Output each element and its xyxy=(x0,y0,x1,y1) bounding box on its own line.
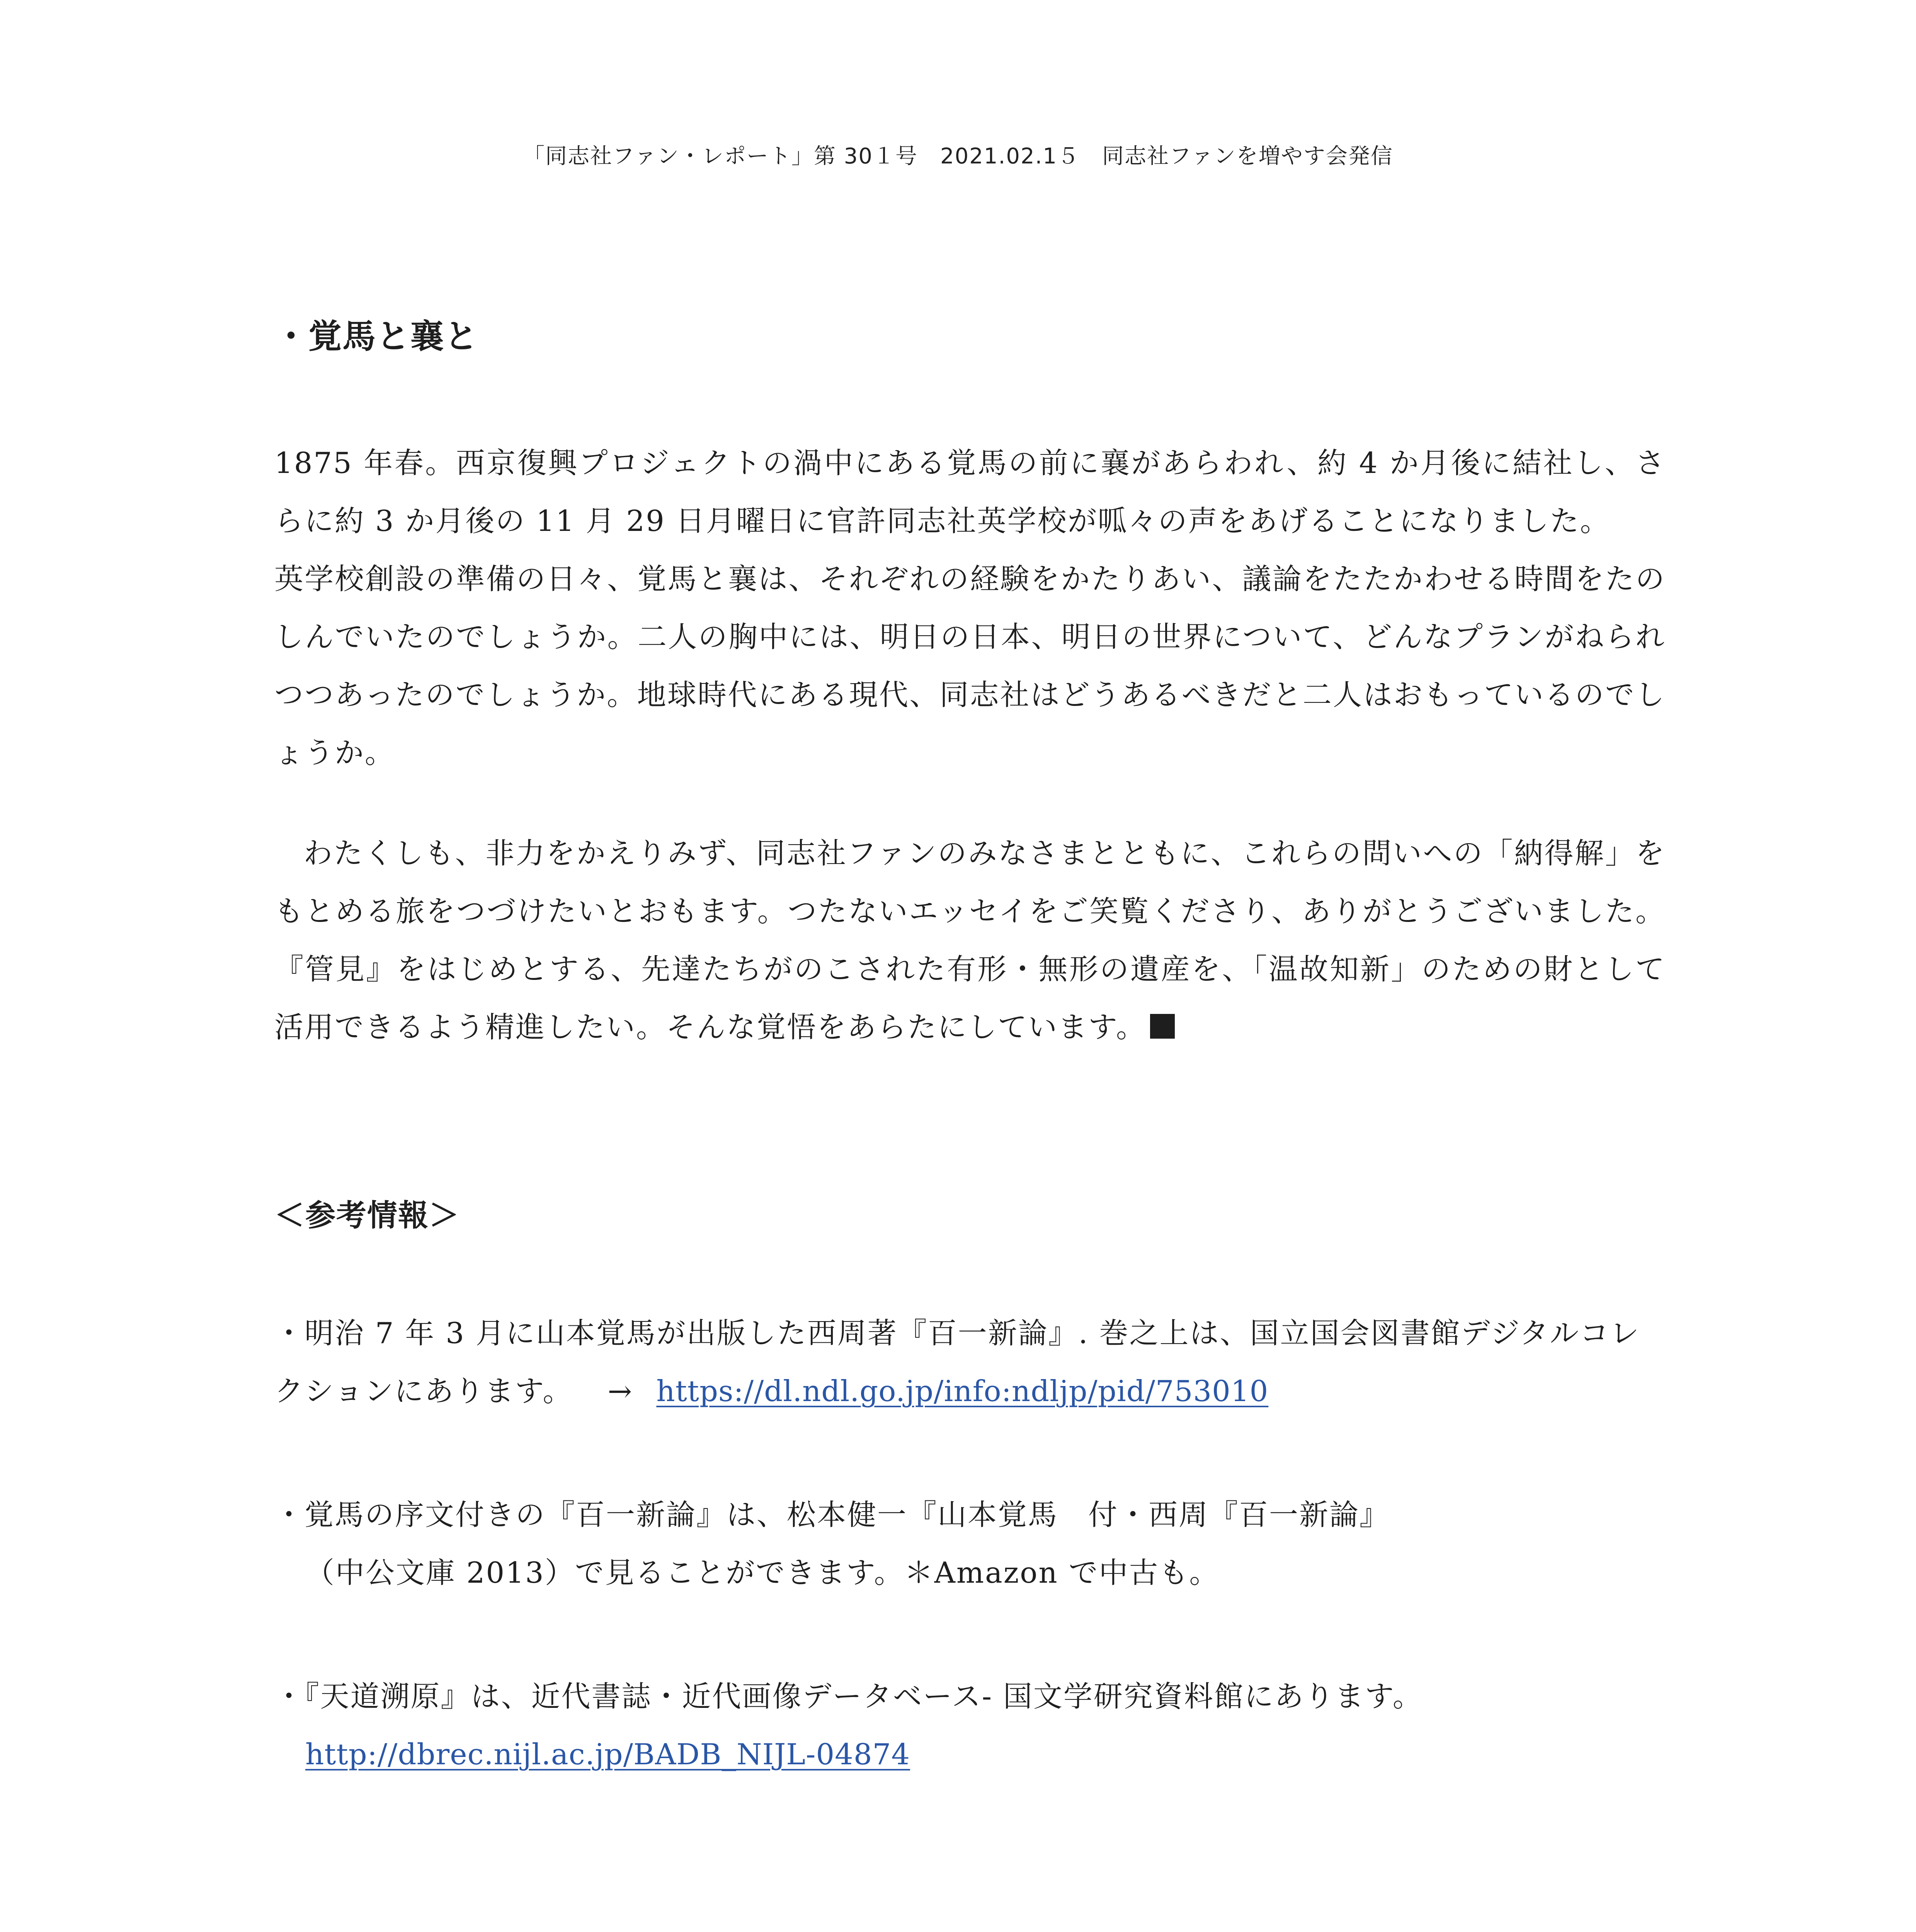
references-heading: ＜参考情報＞ xyxy=(274,1198,460,1233)
square-end-mark-icon xyxy=(1150,1014,1175,1039)
reference-item-2 xyxy=(274,1486,1666,1602)
page-header: 「同志社ファン・レポート」第 30１号 2021.02.1５ 同志社ファンを増やす会発信 xyxy=(523,144,1393,169)
body-paragraph-3 xyxy=(274,824,1666,1056)
paragraph-spacer xyxy=(274,782,1666,824)
right-arrow-icon: → xyxy=(607,1374,633,1408)
ndl-digital-collection-link[interactable]: https://dl.ndl.go.jp/info:ndljp/pid/753010 xyxy=(656,1374,1269,1408)
main-content xyxy=(274,317,1666,1849)
reference-item-3-link-wrapper xyxy=(274,1725,1666,1783)
body-paragraph-2: 英学校創設の準備の日々、覚馬と襄は、それぞれの経験をかたりあい、議論をたたかわせる時間をたのしんでいたのでしょうか。二人の胸中には、明日の日本、明日の世界について、どんなプランがねられつつあったのでしょうか。地球時代にある現代、同志社はどうあるべきだと二人はおもっているのでしょうか。 xyxy=(274,562,1666,770)
reference-item-1-text: ・明治 7 年 3 月に山本覚馬が出版した西周著『百一新論』. 巻之上は、国立国会図書館デジタルコレクションにあります。 xyxy=(274,1316,1640,1408)
nijl-database-link[interactable]: http://dbrec.nijl.ac.jp/BADB_NIJL-04874 xyxy=(305,1737,910,1772)
section-title: ・覚馬と襄と xyxy=(274,317,478,356)
reference-item-2-continuation: （中公文庫 2013）で見ることができます。＊Amazon で中古も。 xyxy=(305,1556,1220,1590)
reference-item-3 xyxy=(274,1667,1666,1783)
body-paragraph-1: 1875 年春。西京復興プロジェクトの渦中にある覚馬の前に襄があらわれ、約 4 か月後に結社し、さらに約 3 か月後の 11 月 29 日月曜日に官許同志社英学校が呱々の声をあげることになりました。 xyxy=(274,446,1666,538)
reference-item-3-text: ・『天道溯原』は、近代書誌・近代画像データベース- 国文学研究資料館にあります。 xyxy=(274,1679,1423,1714)
reference-item-1 xyxy=(274,1304,1666,1420)
body-paragraph-3-text: わたくしも、非力をかえりみず、同志社ファンのみなさまとともに、これらの問いへの「納得解」をもとめる旅をつづけたいとおもます。つたないエッセイをご笑覧くださり、ありがとうございました。『管見』をはじめとする、先達たちがのこされた有形・無形の遺産を、「温故知新」のための財として活用できるよう精進したい。そんな覚悟をあらたにしています。 xyxy=(274,836,1666,1044)
reference-item-2-text: ・覚馬の序文付きの『百一新論』は、松本健一『山本覚馬 付・西周『百一新論』 xyxy=(274,1498,1390,1532)
